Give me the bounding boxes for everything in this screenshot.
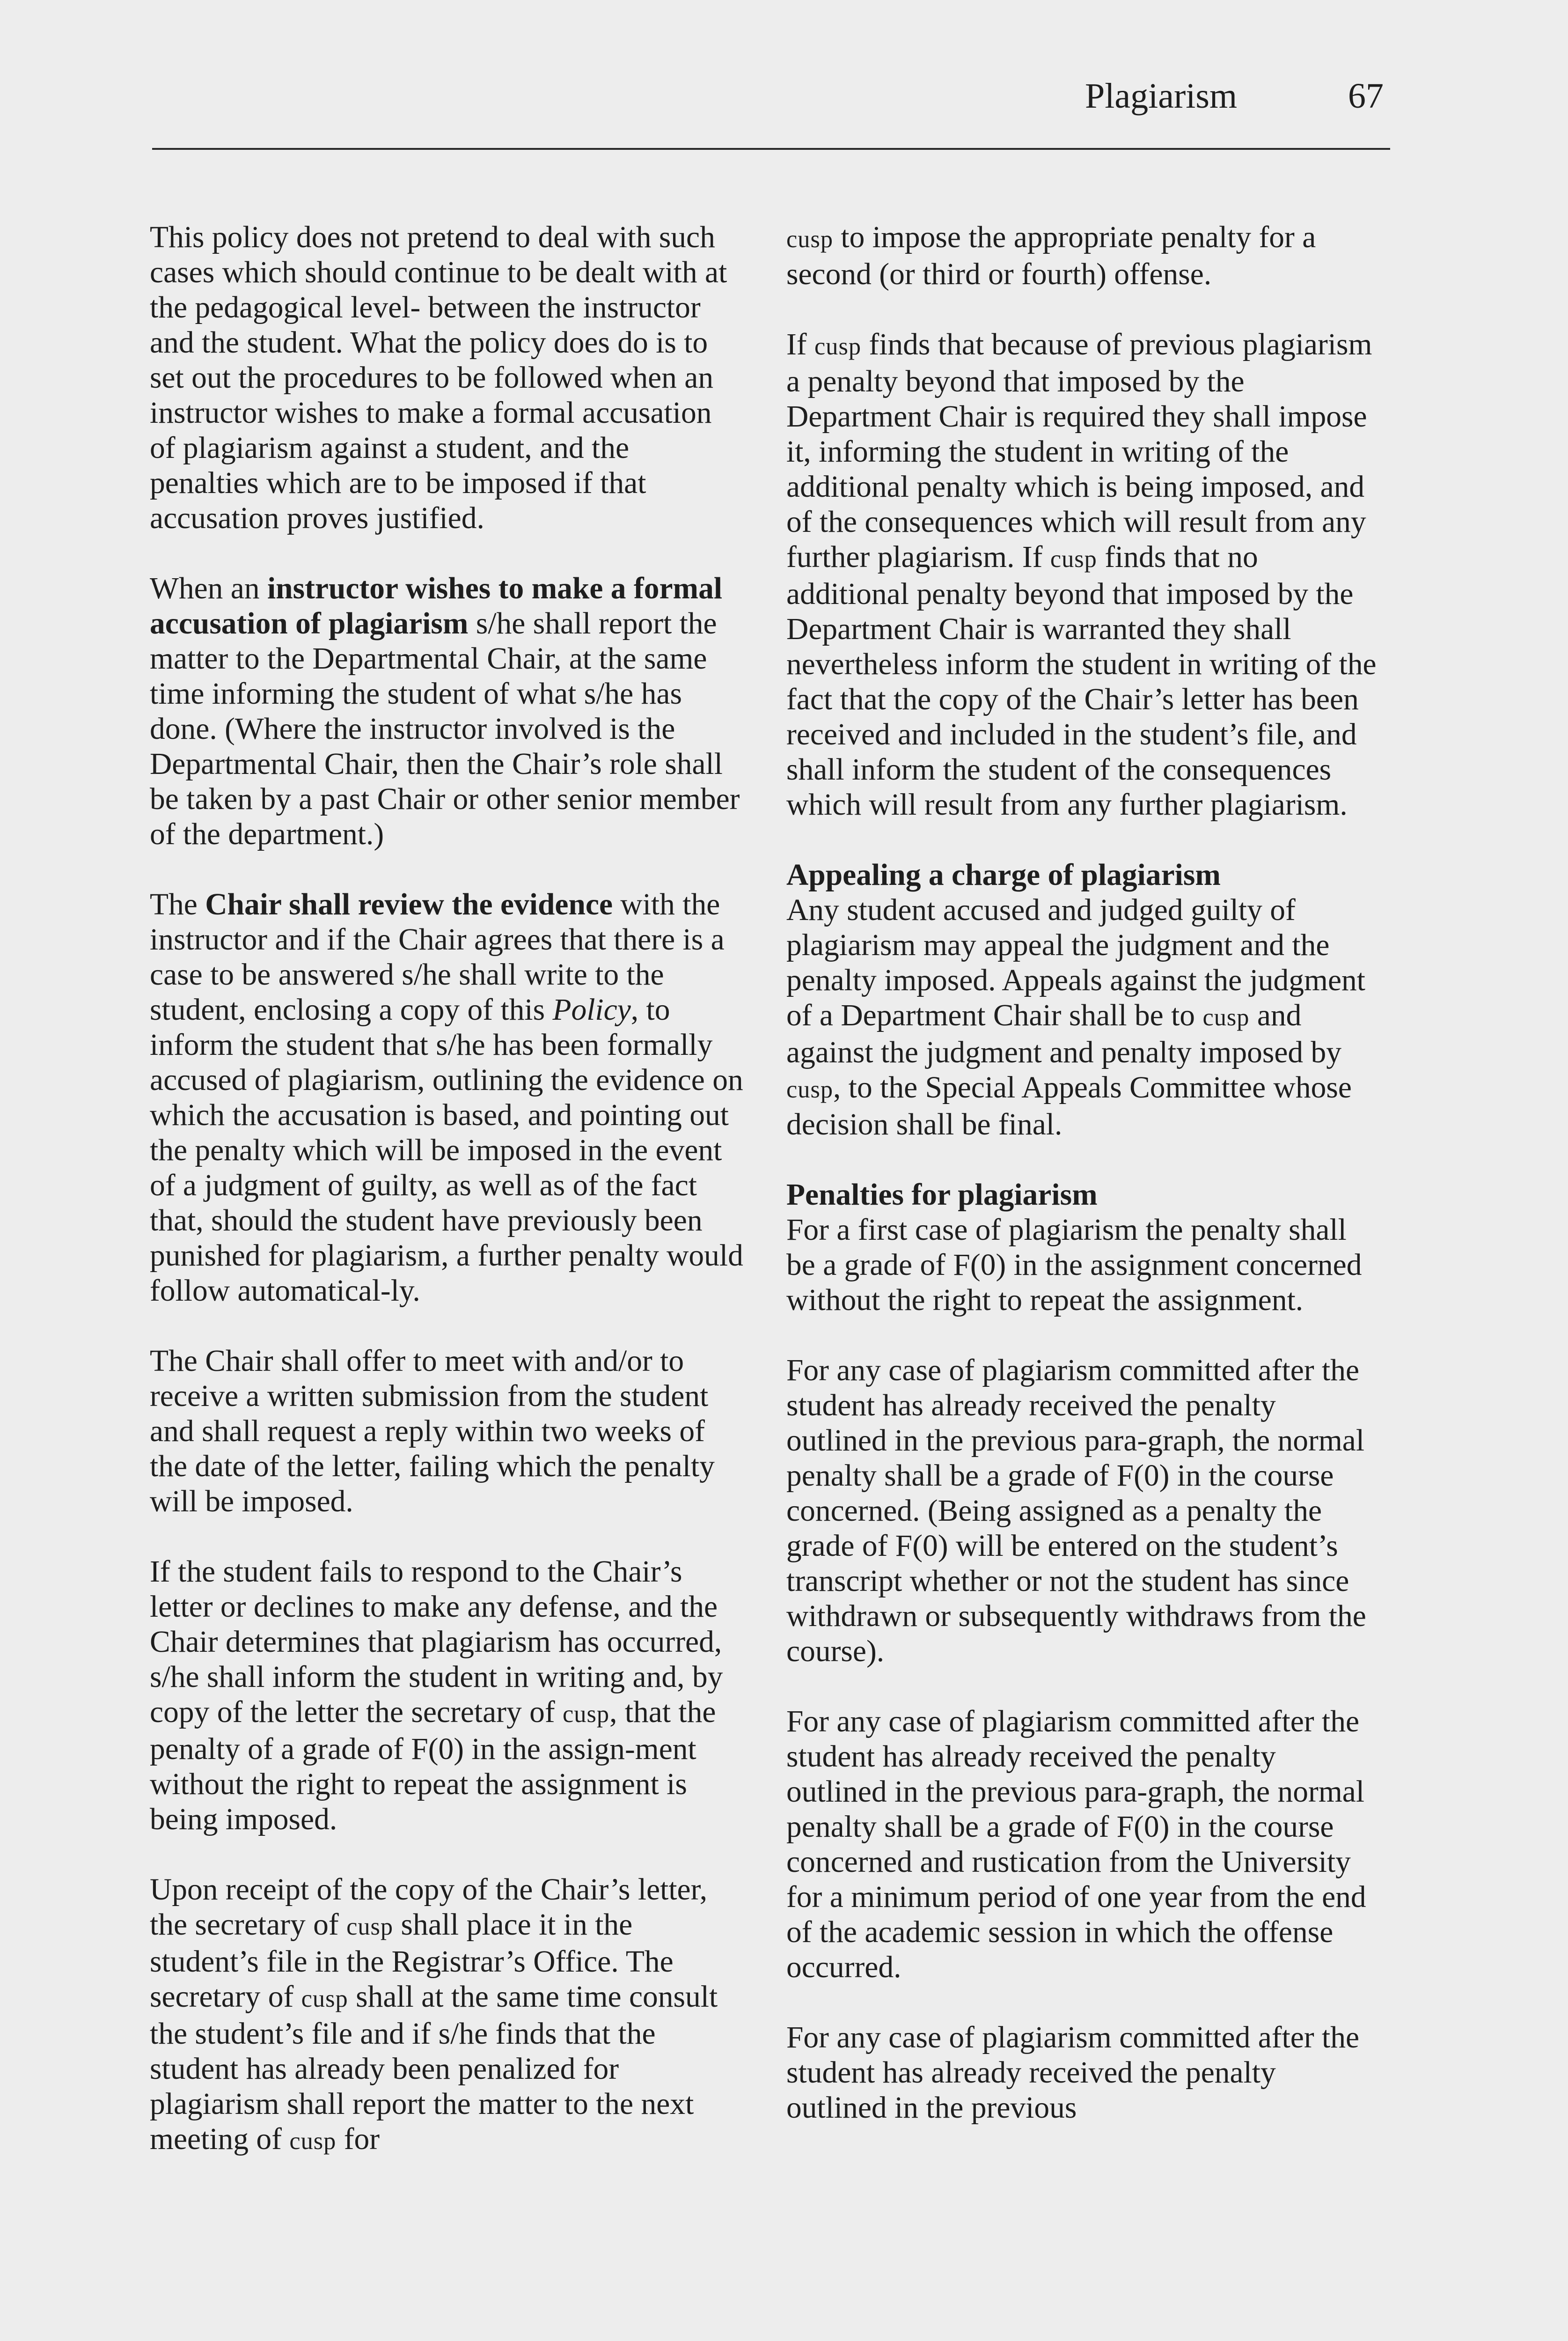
right-column: [786, 220, 1381, 2126]
paragraph: If cusp finds that because of previous plagiarism a penalty beyond that imposed by the Department Chair is required they shall impose it, informing the student in writing of the additional penalty which is being imposed, and of the consequences which will result from any further plagiarism. If cusp finds that no additional penalty beyond that imposed by the Department Chair is warranted they shall nevertheless inform the student in writing of the fact that the copy of the Chair’s letter has been received and included in the student’s file, and shall inform the student of the consequences which will result from any further plagiarism.: [786, 328, 1377, 822]
acronym: cusp: [1050, 545, 1097, 573]
paragraph: Upon receipt of the copy of the Chair’s letter, the secretary of cusp shall place it in the student’s file in the Registrar’s Office. The secretary of cusp shall at the same time consult the student’s file and if s/he finds that the student has already been penalized for plagiarism shall report the matter to the next meeting of cusp for: [150, 1873, 718, 2156]
section-heading-appeals: Appealing a charge of plagiarism: [786, 858, 1221, 892]
italic-policy: Policy: [552, 993, 631, 1027]
paragraph: The Chair shall review the evidence with the instructor and if the Chair agrees that there is a case to be answered s/he shall write to the student, enclosing a copy of this Policy, to inform the student that s/he has been formally accused of plagiarism, outlining the evidence on which the accusation is based, and pointing out the penalty which will be imposed in the event of a judgment of guilty, as well as of the fact that, should the student have previously been punished for plagiarism, a further penalty would follow automatical-ly.: [150, 888, 743, 1308]
paragraph: For a first case of plagiarism the penalty shall be a grade of F(0) in the assignment concerned without the right to repeat the assignment.: [786, 1213, 1362, 1317]
acronym: cusp: [786, 226, 834, 253]
paragraph: When an instructor wishes to make a formal accusation of plagiarism s/he shall report the matter to the Departmental Chair, at the same time informing the student of what s/he has done. (Where the instructor involved is the Departmental Chair, then the Chair’s role shall be taken by a past Chair or other senior member of the department.): [150, 572, 740, 851]
acronym: cusp: [289, 2128, 337, 2155]
acronym: cusp: [814, 333, 862, 360]
acronym: cusp: [563, 1701, 610, 1728]
paragraph: This policy does not pretend to deal with such cases which should continue to be dealt with at the pedagogical level- between the instructor and the student. What the policy does do is to set out the procedures to be followed when an instructor wishes to make a formal accusation of plagiarism against a student, and the penalties which are to be imposed if that accusation proves justified.: [150, 221, 727, 535]
running-header: [0, 70, 1568, 122]
paragraph: The Chair shall offer to meet with and/or to receive a written submission from the student and shall request a reply within two weeks of the date of the letter, failing which the penalty will be imposed.: [150, 1344, 715, 1518]
page-number: 67: [1348, 76, 1384, 116]
acronym: cusp: [786, 1076, 834, 1103]
left-column: [150, 220, 744, 2159]
section-heading-penalties: Penalties for plagiarism: [786, 1178, 1098, 1212]
paragraph: Any student accused and judged guilty of plagiarism may appeal the judgment and the penalty imposed. Appeals against the judgment of a Department Chair shall be to cusp and against the judgment and penalty imposed by cusp, to the Special Appeals Committee whose decision shall be final.: [786, 893, 1365, 1141]
header-rule: [152, 148, 1390, 150]
paragraph: For any case of plagiarism committed after the student has already received the penalty outlined in the previous para-graph, the normal penalty shall be a grade of F(0) in the course concerned and rustication from the University for a minimum period of one year from the end of the academic session in which the offense occurred.: [786, 1705, 1366, 1984]
bold-phrase: Chair shall review the evidence: [205, 888, 613, 921]
paragraph: If the student fails to respond to the Chair’s letter or declines to make any defense, and the Chair determines that plagiarism has occurred, s/he shall inform the student in writing and, by copy of the letter the secretary of cusp, that the penalty of a grade of F(0) in the assign-ment without the right to repeat the assignment is being imposed.: [150, 1555, 723, 1836]
acronym: cusp: [1202, 1004, 1250, 1031]
acronym: cusp: [301, 1985, 348, 2012]
paragraph: cusp to impose the appropriate penalty for a second (or third or fourth) offense.: [786, 221, 1316, 291]
bold-phrase: instructor wishes to make a formal accusation of plagiarism: [150, 572, 723, 640]
acronym: cusp: [346, 1913, 394, 1940]
paragraph: For any case of plagiarism committed after the student has already received the penalty outlined in the previous para-graph, the normal penalty shall be a grade of F(0) in the course concerned. (Being assigned as a penalty the grade of F(0) will be entered on the student’s transcript whether or not the student has since withdrawn or subsequently withdraws from the course).: [786, 1354, 1366, 1668]
section-title: Plagiarism: [1085, 76, 1238, 116]
paragraph: For any case of plagiarism committed after the student has already received the penalty outlined in the previous: [786, 2021, 1360, 2125]
